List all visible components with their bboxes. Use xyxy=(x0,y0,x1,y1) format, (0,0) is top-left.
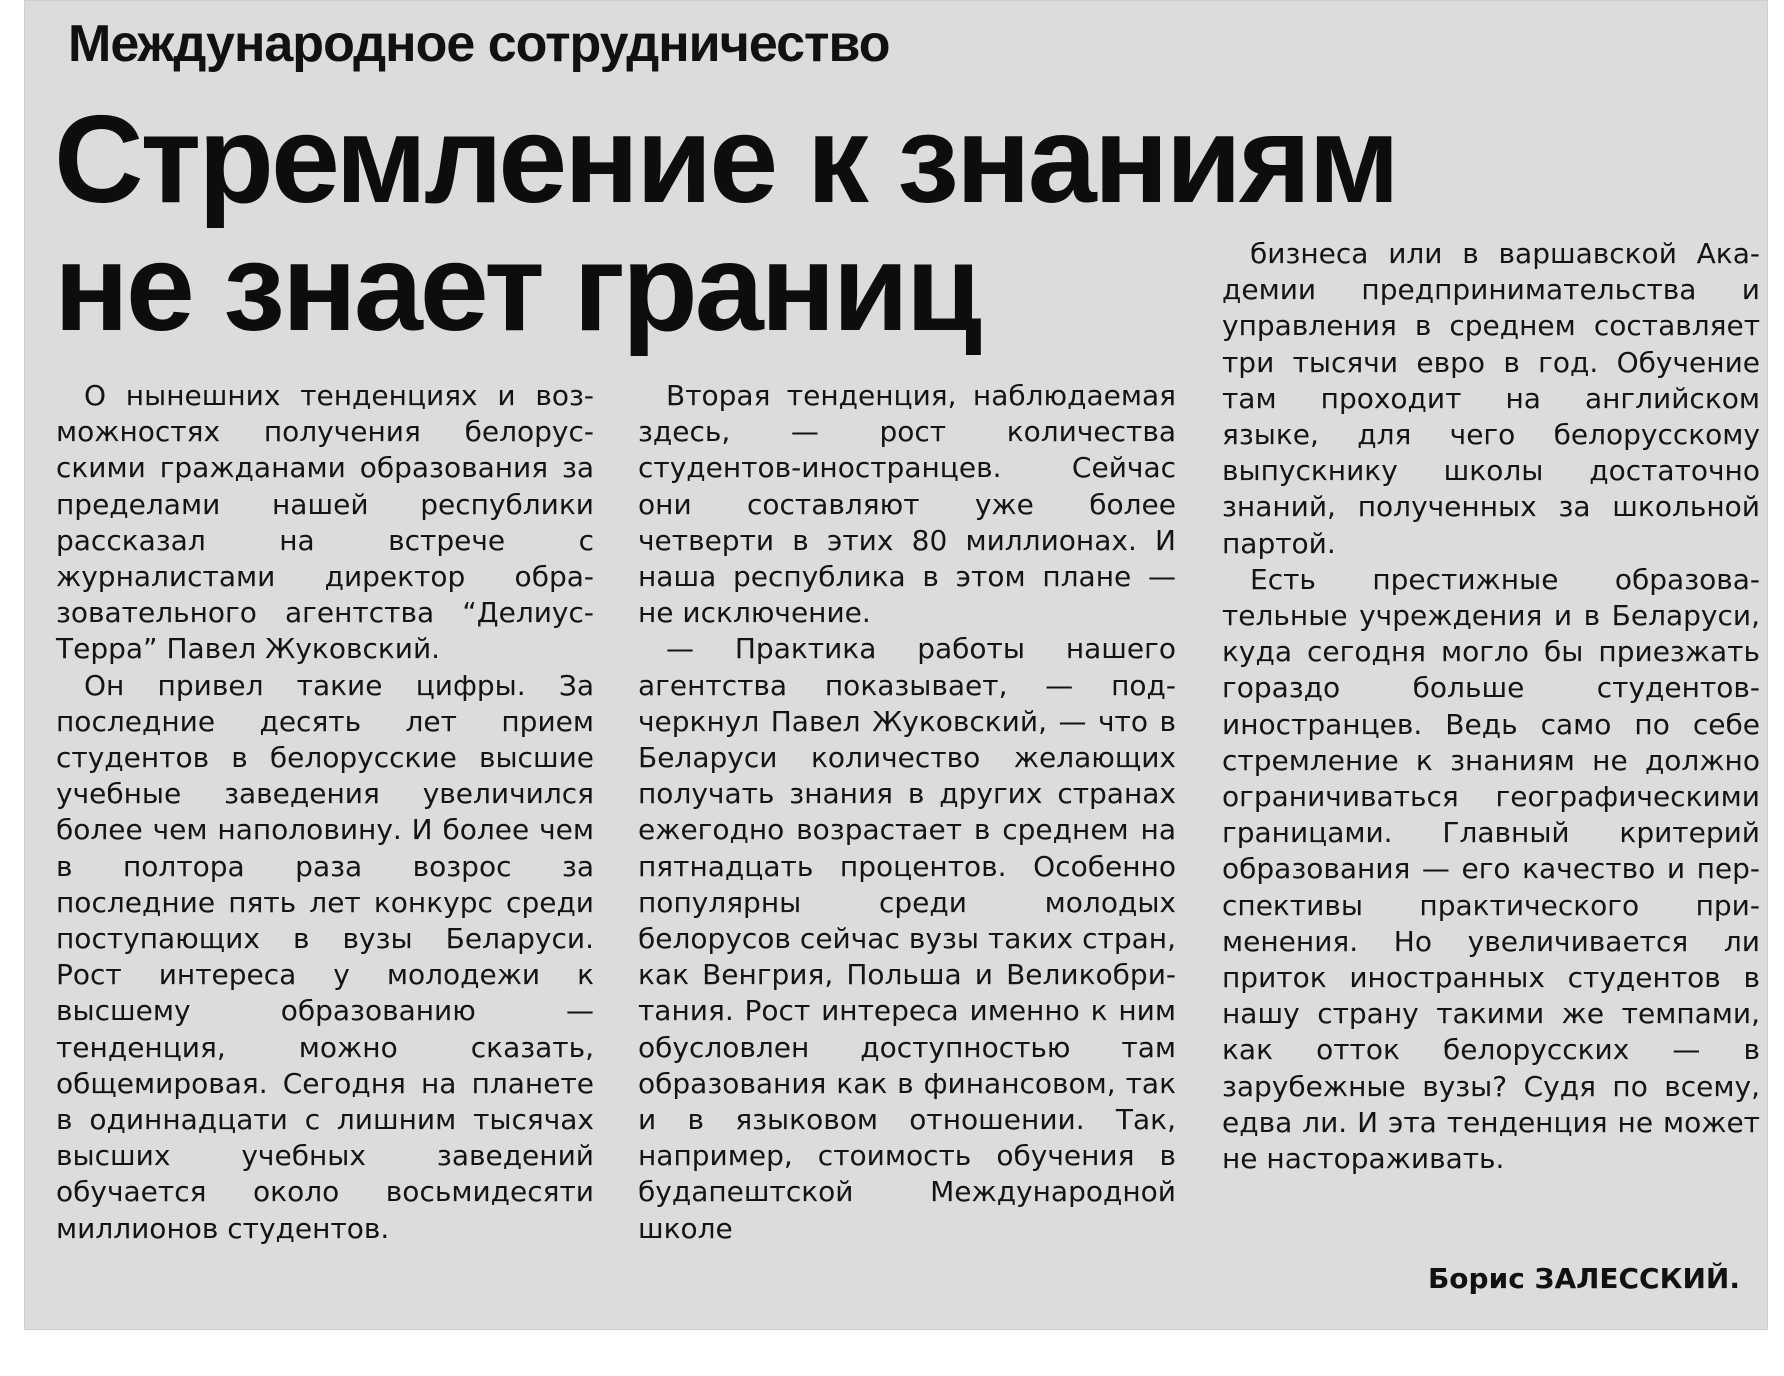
article-column-3 xyxy=(1222,236,1760,1177)
paragraph: — Практика работы нашего агентства показывает, — подчеркнул Павел Жуковский, — что в Беларуси количество желающих получать знания в других странах ежегодно возрастает в среднем на пятнадцать процентов. Особенно популярны среди молодых белорусов сейчас вузы таких стран, как Венгрия, Польша и Великобритания. Рост интереса именно к ним обусловлен доступностью там образования как в финансовом, так и в языковом отношении. Так, например, стоимость обучения в будапештской Международной школе xyxy=(638,632,1176,1245)
paragraph: Есть престижные образовательные учреждения и в Беларуси, куда сегодня могло бы приезжать гораздо больше студентов-иностранцев. Ведь само по себе стремление к знаниям не должно ограничиваться географическими границами. Главный критерий образования — его качество и перспективы практического применения. Но увеличивается ли приток иностранных студентов в нашу страну такими же темпами, как отток белорусских — в зарубежные вузы? Судя по всему, едва ли. И эта тенденция не может не настораживать. xyxy=(1222,562,1760,1176)
section-rubric: Международное сотрудничество xyxy=(68,15,890,73)
paragraph: О нынешних тенденциях и возможностях получения белорусскими гражданами образования за пределами нашей республики рассказал на встрече с журналистами директор образовательного агентства “Делиус-Терра” Павел Жуковский. xyxy=(56,379,594,666)
headline xyxy=(54,91,1397,357)
paragraph: Вторая тенденция, наблюдаемая здесь, — рост количества студентов-иностранцев. Сейчас они составляют уже более четверти в этих 80 миллионах. И наша республика в этом плане — не исключение. xyxy=(638,379,1176,630)
headline-line-1: Стремление к знаниям xyxy=(54,91,1397,229)
paragraph: Он привел такие цифры. За последние десять лет прием студентов в белорусские высшие учебные заведения увеличился более чем наполовину. И более чем в полтора раза возрос за последние пять лет конкурс среди поступающих в вузы Беларуси. Рост интереса у молодежи к высшему образованию — тенденция, можно сказать, общемировая. Сегодня на планете в одиннадцати с лишним тысячах высших учебных заведений обучается около восьмидесяти миллионов студентов. xyxy=(56,668,594,1245)
paragraph: бизнеса или в варшавской Академии предпринимательства и управления в среднем составляет три тысячи евро в год. Обучение там проходит на английском языке, для чего белорусскому выпускнику школы достаточно знаний, полученных за школьной партой. xyxy=(1222,237,1760,560)
headline-line-2: не знает границ xyxy=(54,219,980,357)
newspaper-clipping xyxy=(24,0,1768,1330)
article-column-1 xyxy=(56,378,594,1247)
article-column-2 xyxy=(638,378,1176,1247)
author-signature: Борис ЗАЛЕССКИЙ. xyxy=(1427,1262,1740,1295)
